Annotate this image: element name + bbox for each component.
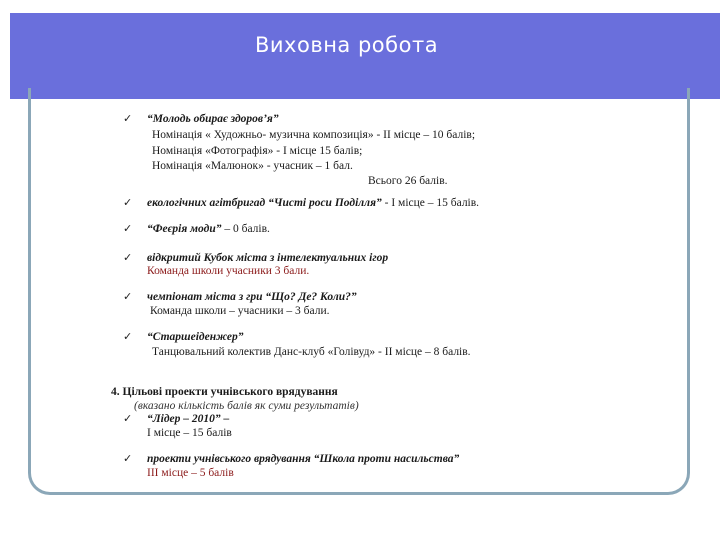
item-title: “Феєрія моди” (147, 223, 222, 235)
item-title: проекти учнівського врядування “Школа проти насильства” (147, 453, 460, 465)
item-title: “Молодь обирає здоров’я” (147, 113, 279, 125)
item-title: чемпіонат міста з гри “Що? Де? Коли?” (147, 291, 357, 303)
item-result: - І місце – 15 балів. (381, 197, 480, 209)
item-title: “Лідер – 2010” – (147, 413, 230, 425)
slide-title: Виховна робота (255, 33, 439, 57)
check-icon: ✓ (123, 112, 133, 125)
section-heading: 4. Цільові проекти учнівського врядування (111, 386, 338, 398)
check-icon: ✓ (123, 330, 133, 343)
section-note: (вказано кількість балів як суми результатів) (134, 400, 359, 412)
item-line: Команда школи учасники 3 бали. (147, 265, 310, 277)
check-icon: ✓ (123, 290, 133, 303)
item-result: – 0 балів. (221, 223, 270, 235)
check-icon: ✓ (123, 452, 133, 465)
item-line: Команда школи – учасники – 3 бали. (150, 305, 330, 317)
item-line: Номінація «Фотографія» - І місце 15 балів; (152, 145, 363, 157)
item-title: “Старшеіденжер” (147, 331, 244, 343)
item-title: екологічних агітбригад “Чисті роси Поділля” (147, 197, 382, 209)
check-icon: ✓ (123, 222, 133, 235)
item-line: І місце – 15 балів (147, 427, 232, 439)
item-total: Всього 26 балів. (368, 175, 448, 187)
check-icon: ✓ (123, 412, 133, 425)
item-line: ІІІ місце – 5 балів (147, 467, 234, 479)
item-line: Танцювальний колектив Данс-клуб «Голівуд» - ІІ місце – 8 балів. (152, 346, 471, 358)
item-line: Номінація « Художньо- музична композиція» - ІІ місце – 10 балів; (152, 129, 476, 141)
item-row (147, 197, 479, 209)
item-title: відкритий Кубок міста з інтелектуальних ігор (147, 252, 389, 264)
check-icon: ✓ (123, 196, 133, 209)
item-line: Номінація «Малюнок» - учасник – 1 бал. (152, 160, 353, 172)
check-icon: ✓ (123, 251, 133, 264)
item-row (147, 223, 270, 235)
